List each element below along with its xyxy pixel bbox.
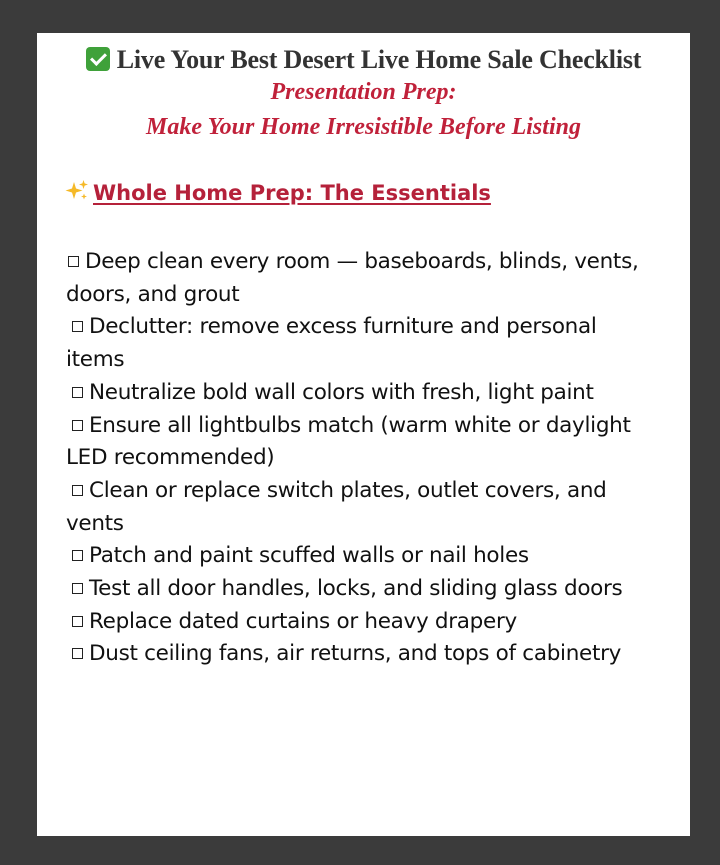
checklist-item[interactable]	[66, 540, 656, 573]
checklist-item-text: Declutter: remove excess furniture and personal items	[66, 314, 597, 373]
empty-checkbox-icon[interactable]	[72, 583, 83, 594]
checklist-item[interactable]	[66, 638, 656, 671]
checklist-item-text: Neutralize bold wall colors with fresh, light paint	[89, 379, 594, 405]
checklist-item-text: Replace dated curtains or heavy drapery	[89, 608, 517, 634]
checklist-page	[37, 33, 690, 836]
empty-checkbox-icon[interactable]	[68, 256, 79, 267]
empty-checkbox-icon[interactable]	[72, 616, 83, 627]
checklist-item-text: Ensure all lightbulbs match (warm white or daylight LED recommended)	[66, 412, 631, 471]
checklist-item[interactable]	[66, 246, 656, 311]
empty-checkbox-icon[interactable]	[72, 387, 83, 398]
empty-checkbox-icon[interactable]	[72, 550, 83, 561]
checklist-item-text: Patch and paint scuffed walls or nail holes	[89, 543, 529, 569]
subtitle-line-1: Presentation Prep:	[270, 79, 457, 105]
section-header	[65, 179, 491, 205]
checklist-item-text: Dust ceiling fans, air returns, and tops of cabinetry	[89, 641, 622, 667]
page-title: Live Your Best Desert Live Home Sale Checklist	[116, 45, 642, 74]
checklist-item[interactable]	[66, 475, 656, 540]
empty-checkbox-icon[interactable]	[72, 485, 83, 496]
sparkles-icon	[65, 179, 89, 203]
subtitle-line-2: Make Your Home Irresistible Before Listing	[146, 114, 581, 140]
checklist-item-text: Test all door handles, locks, and sliding glass doors	[89, 576, 623, 602]
checklist-item[interactable]	[66, 573, 656, 606]
checklist-item[interactable]	[66, 410, 656, 475]
checklist-item[interactable]	[66, 311, 656, 376]
section-heading: Whole Home Prep: The Essentials	[93, 181, 491, 205]
title-row	[37, 45, 690, 75]
empty-checkbox-icon[interactable]	[72, 420, 83, 431]
checklist-item[interactable]	[66, 377, 656, 410]
checklist-item-text: Clean or replace switch plates, outlet covers, and vents	[66, 477, 607, 536]
checklist-item-text: Deep clean every room — baseboards, blinds, vents, doors, and grout	[66, 249, 639, 307]
check-mark-button-icon	[86, 47, 110, 71]
checklist-item[interactable]	[66, 606, 656, 639]
checklist	[66, 246, 656, 671]
empty-checkbox-icon[interactable]	[72, 648, 83, 659]
empty-checkbox-icon[interactable]	[72, 321, 83, 332]
